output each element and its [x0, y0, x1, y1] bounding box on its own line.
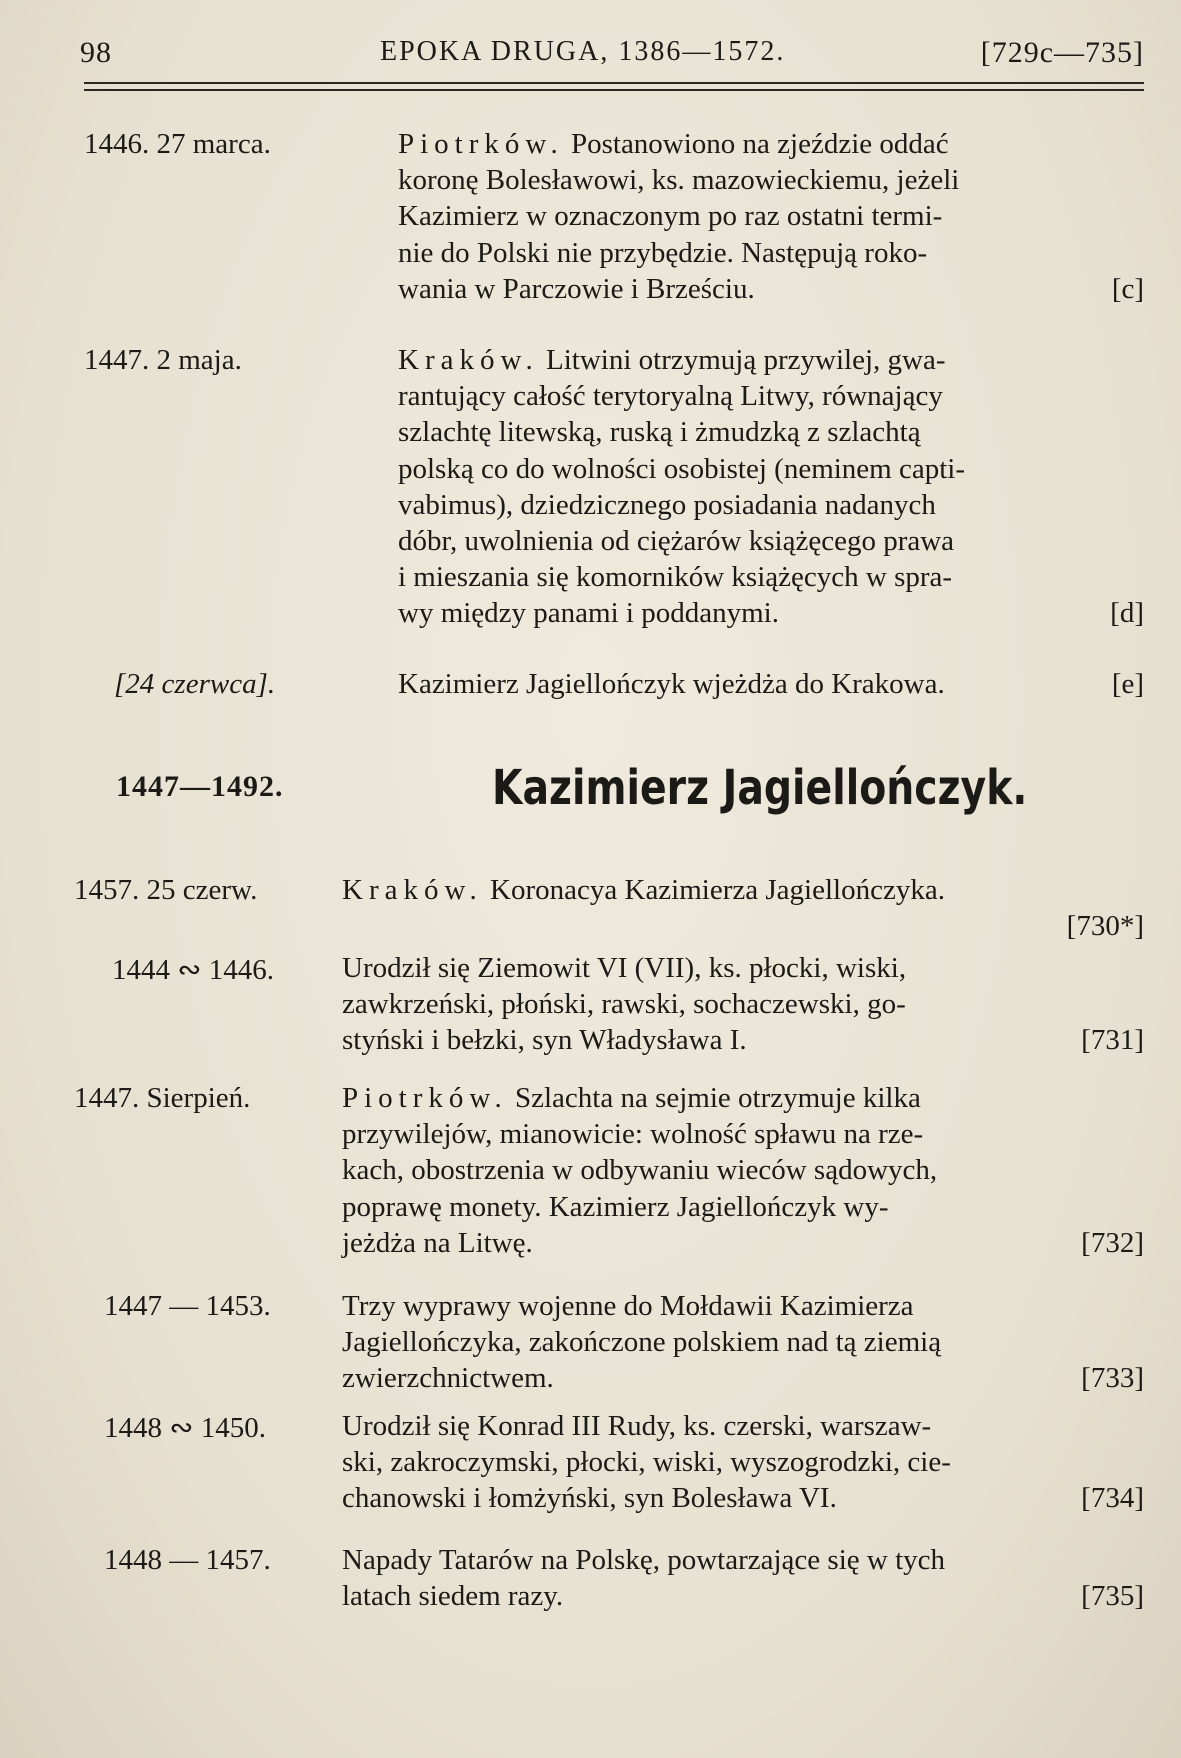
entry-ref: [731] — [1081, 1024, 1144, 1057]
entry-ref: [734] — [1081, 1482, 1144, 1515]
entry-text: Piotrków. Szlachta na sejmie otrzymuje kilka przywilejów, mianowicie: wolność spławu na rze- kach, obostrzenia w odbywaniu wieców sądowych, poprawę monety. Kazimierz Jagiellończyk wy- jeżdża na Litwę. [732] — [342, 1080, 1144, 1261]
place-name: Kraków. — [342, 874, 483, 906]
entry-text: Napady Tatarów na Polskę, powtarzające się w tych latach siedem razy. [735] — [342, 1542, 1144, 1614]
entry-ref: [e] — [1111, 668, 1144, 700]
entry-ref: [d] — [1110, 597, 1144, 630]
header-rule — [84, 82, 1144, 84]
entry-ref: [732] — [1081, 1226, 1144, 1259]
section-title: Kazimierz Jagiellończyk. — [492, 760, 1028, 816]
entry-text: Kazimierz Jagiellończyk wjeżdża do Krakowa. [e] — [398, 666, 1144, 702]
entry-ref: [c] — [1111, 272, 1144, 305]
header-rule — [84, 89, 1144, 91]
entry-date: [24 czerwca]. — [114, 668, 276, 700]
place-name: Piotrków. — [398, 128, 564, 160]
entry-text: Piotrków. Postanowiono na zjeździe oddać koronę Bolesławowi, ks. mazowieckiemu, jeżeli Kazimierz w oznaczonym po raz ostatni termi- nie do Polski nie przybędzie. Następują roko- wania w Parczowie i Brześciu. [c] — [398, 126, 1144, 307]
entry-date: 1447 — 1453. — [104, 1290, 271, 1322]
entry-date: 1446. 27 marca. — [84, 128, 271, 160]
entry-ref: [733] — [1081, 1362, 1144, 1395]
running-head: EPOKA DRUGA, 1386—1572. — [380, 36, 786, 67]
page-header — [80, 36, 1144, 76]
page-number: 98 — [80, 36, 112, 69]
entry-date: 1447. Sierpień. — [74, 1082, 251, 1114]
entry-date: 1448 — 1457. — [104, 1544, 271, 1576]
entry-date: 1447. 2 maja. — [84, 344, 242, 376]
entry-date: 1448 ∾ 1450. — [104, 1412, 267, 1444]
entry-date: 1457. 25 czerw. — [74, 874, 258, 906]
entry-text: Urodził się Ziemowit VI (VII), ks. płocki, wiski, zawkrzeński, płoński, rawski, sochaczewski, go- styński i bełzki, syn Władysława I. [731] — [342, 950, 1144, 1059]
entry-text: Kraków. Koronacya Kazimierza Jagiellończyka. [730*] — [342, 872, 1144, 944]
section-years: 1447—1492. — [116, 770, 284, 803]
entry-ref: [735] — [1081, 1580, 1144, 1613]
entry-text: Trzy wyprawy wojenne do Mołdawii Kazimierza Jagiellończyka, zakończone polskiem nad tą ziemią zwierzchnictwem. [733] — [342, 1288, 1144, 1397]
entry-text: Urodził się Konrad III Rudy, ks. czerski, warszaw- ski, zakroczymski, płocki, wiski, wyszogrodzki, cie- chanowski i łomżyński, syn Bolesława VI. [734] — [342, 1408, 1144, 1517]
entry-date: 1444 ∾ 1446. — [112, 954, 275, 986]
entry-range: [729c—735] — [980, 36, 1144, 69]
entry-text: Kraków. Litwini otrzymują przywilej, gwa- rantujący całość terytoryalną Litwy, równający szlachtę litewską, ruską i żmudzką z szlachtą polską co do wolności osobistej (neminem capti- vabimus), dziedzicznego posiadania nadanych dóbr, uwolnienia od ciężarów książęcego prawa i mieszania się komorników książęcych w spra- wy między panami i poddanymi. [d] — [398, 342, 1144, 632]
place-name: Piotrków. — [342, 1082, 508, 1114]
place-name: Kraków. — [398, 344, 539, 376]
entry-ref: [730*] — [1066, 910, 1144, 943]
